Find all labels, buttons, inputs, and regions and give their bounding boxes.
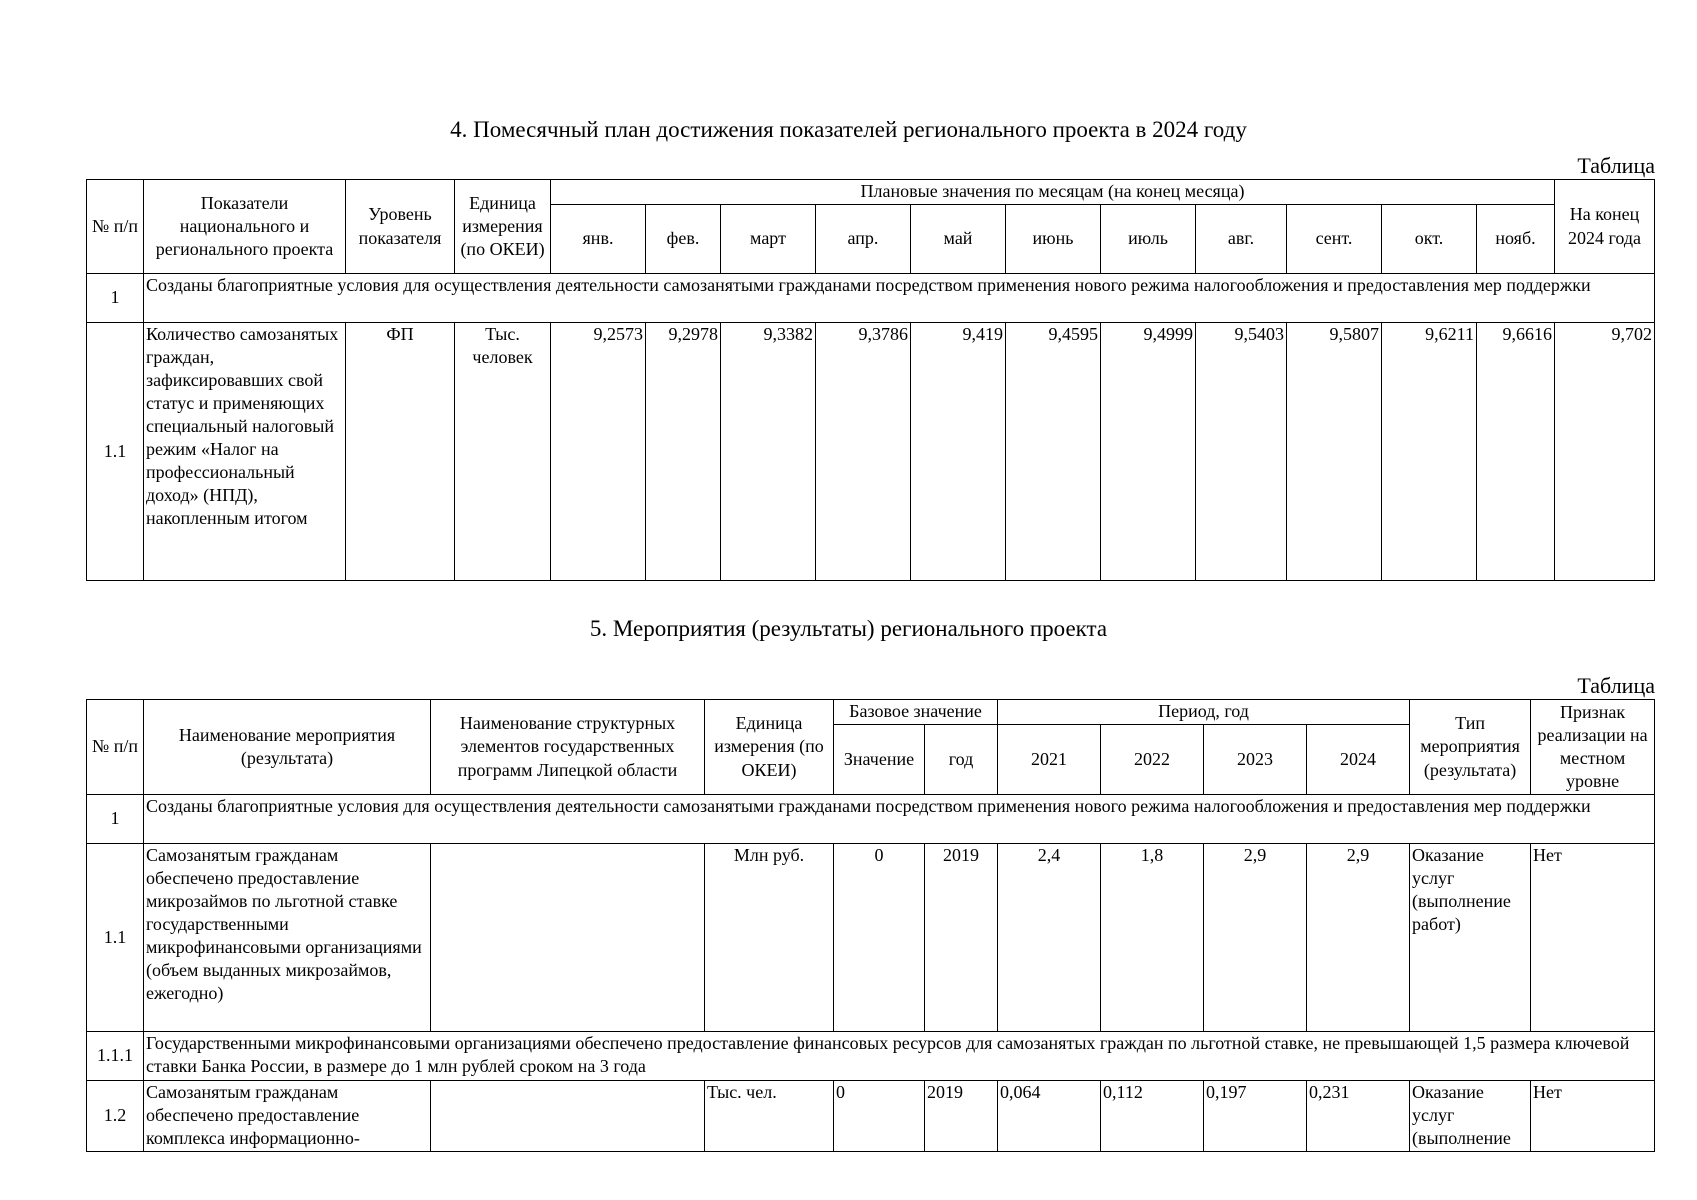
header-month: июль: [1101, 205, 1196, 274]
header-month: сент.: [1287, 205, 1382, 274]
row-num: 1.1: [87, 844, 144, 1032]
row-num: 1: [87, 795, 144, 844]
table-row: [87, 323, 1655, 581]
header-month: апр.: [816, 205, 911, 274]
row-num: 1.2: [87, 1081, 144, 1152]
month-value: 9,3382: [721, 323, 816, 581]
year-value: 1,8: [1101, 844, 1204, 1032]
header-year: 2024: [1307, 725, 1410, 795]
header-month: авг.: [1196, 205, 1287, 274]
month-value: 9,3786: [816, 323, 911, 581]
activity-type: Оказание услуг (выполнение работ): [1410, 844, 1531, 1032]
header-unit: Единица измерения (по ОКЕИ): [455, 180, 551, 274]
section-text: Созданы благоприятные условия для осуществления деятельности самозанятыми гражданами посредством применения нового режима налогообложения и предоставления мер поддержки: [144, 795, 1655, 844]
header-year: 2023: [1204, 725, 1307, 795]
header-indicator: Показатели национального и регионального проекта: [144, 180, 346, 274]
activity-name: Самозанятым гражданам обеспечено предоставление комплекса информационно-: [144, 1081, 431, 1152]
header-type: Тип мероприятия (результата): [1410, 700, 1531, 795]
table4-header-row: [87, 180, 1655, 205]
header-year: 2022: [1101, 725, 1204, 795]
month-value: 9,4999: [1101, 323, 1196, 581]
header-num: № п/п: [87, 180, 144, 274]
indicator-unit: Тыс. человек: [455, 323, 551, 581]
header-month: фев.: [646, 205, 721, 274]
activity-unit: Млн руб.: [705, 844, 834, 1032]
table4-title: 4. Помесячный план достижения показателей регионального проекта в 2024 году: [450, 117, 1247, 142]
table4-label: Таблица: [1577, 153, 1655, 178]
subsection-text: Государственными микрофинансовыми организациями обеспечено предоставление финансовых ресурсов для самозанятых граждан по льготной ставке, не превышающей 1,5 размера ключевой ставки Банка России, в размере до 1 млн рублей сроком на 3 года: [144, 1032, 1655, 1081]
header-month: июнь: [1006, 205, 1101, 274]
year-value: 0,112: [1101, 1081, 1204, 1152]
header-name: Наименование мероприятия (результата): [144, 700, 431, 795]
indicator-level: ФП: [346, 323, 455, 581]
activity-local: Нет: [1531, 844, 1655, 1032]
header-month: май: [911, 205, 1006, 274]
table5-title: 5. Мероприятия (результаты) регионального проекта: [589, 616, 1108, 641]
header-year-end: На конец 2024 года: [1555, 180, 1655, 274]
activities-table: [86, 699, 1655, 1152]
activity-name: Самозанятым гражданам обеспечено предоставление микрозаймов по льготной ставке государственными микрофинансовыми организациями (объем выданных микрозаймов, ежегодно): [144, 844, 431, 1032]
row-num: 1.1.1: [87, 1032, 144, 1081]
month-value: 9,2573: [551, 323, 646, 581]
header-level: Уровень показателя: [346, 180, 455, 274]
header-base-group: Базовое значение: [834, 700, 998, 725]
row-num: 1.1: [87, 323, 144, 581]
activity-elements: [431, 844, 705, 1032]
header-month: нояб.: [1477, 205, 1555, 274]
year-value: 0,197: [1204, 1081, 1307, 1152]
header-local: Признак реализации на местном уровне: [1531, 700, 1655, 795]
month-value: 9,4595: [1006, 323, 1101, 581]
base-year: 2019: [925, 1081, 998, 1152]
base-value: 0: [834, 1081, 925, 1152]
year-value: 2,9: [1204, 844, 1307, 1032]
month-value: 9,419: [911, 323, 1006, 581]
year-value: 0,064: [998, 1081, 1101, 1152]
header-month: март: [721, 205, 816, 274]
header-unit: Единица измерения (по ОКЕИ): [705, 700, 834, 795]
header-base-value: Значение: [834, 725, 925, 795]
header-year: 2021: [998, 725, 1101, 795]
month-value: 9,6616: [1477, 323, 1555, 581]
base-year: 2019: [925, 844, 998, 1032]
header-monthly-group: Плановые значения по месяцам (на конец месяца): [551, 180, 1555, 205]
table-row: [87, 1081, 1655, 1152]
row-num: 1: [87, 274, 144, 323]
table-row: [87, 844, 1655, 1032]
month-value: 9,6211: [1382, 323, 1477, 581]
header-num: № п/п: [87, 700, 144, 795]
monthly-plan-table: [86, 179, 1655, 581]
year-value: 2,9: [1307, 844, 1410, 1032]
base-value: 0: [834, 844, 925, 1032]
month-value: 9,5807: [1287, 323, 1382, 581]
header-base-year: год: [925, 725, 998, 795]
activity-local: Нет: [1531, 1081, 1655, 1152]
year-end-value: 9,702: [1555, 323, 1655, 581]
table5-label: Таблица: [1577, 673, 1655, 698]
indicator-name: Количество самозанятых граждан, зафиксировавших свой статус и применяющих специальный налоговый режим «Налог на профессиональный доход» (НПД), накопленным итогом: [144, 323, 346, 581]
table-row: [87, 795, 1655, 844]
month-value: 9,5403: [1196, 323, 1287, 581]
table5-header-row: [87, 700, 1655, 725]
year-value: 2,4: [998, 844, 1101, 1032]
month-value: 9,2978: [646, 323, 721, 581]
year-value: 0,231: [1307, 1081, 1410, 1152]
activity-type: Оказание услуг (выполнение: [1410, 1081, 1531, 1152]
table-row: [87, 274, 1655, 323]
section-text: Созданы благоприятные условия для осуществления деятельности самозанятыми гражданами посредством применения нового режима налогообложения и предоставления мер поддержки: [144, 274, 1655, 323]
header-month: янв.: [551, 205, 646, 274]
table-row: [87, 1032, 1655, 1081]
header-month: окт.: [1382, 205, 1477, 274]
header-period-group: Период, год: [998, 700, 1410, 725]
activity-elements: [431, 1081, 705, 1152]
activity-unit: Тыс. чел.: [705, 1081, 834, 1152]
header-elements: Наименование структурных элементов государственных программ Липецкой области: [431, 700, 705, 795]
